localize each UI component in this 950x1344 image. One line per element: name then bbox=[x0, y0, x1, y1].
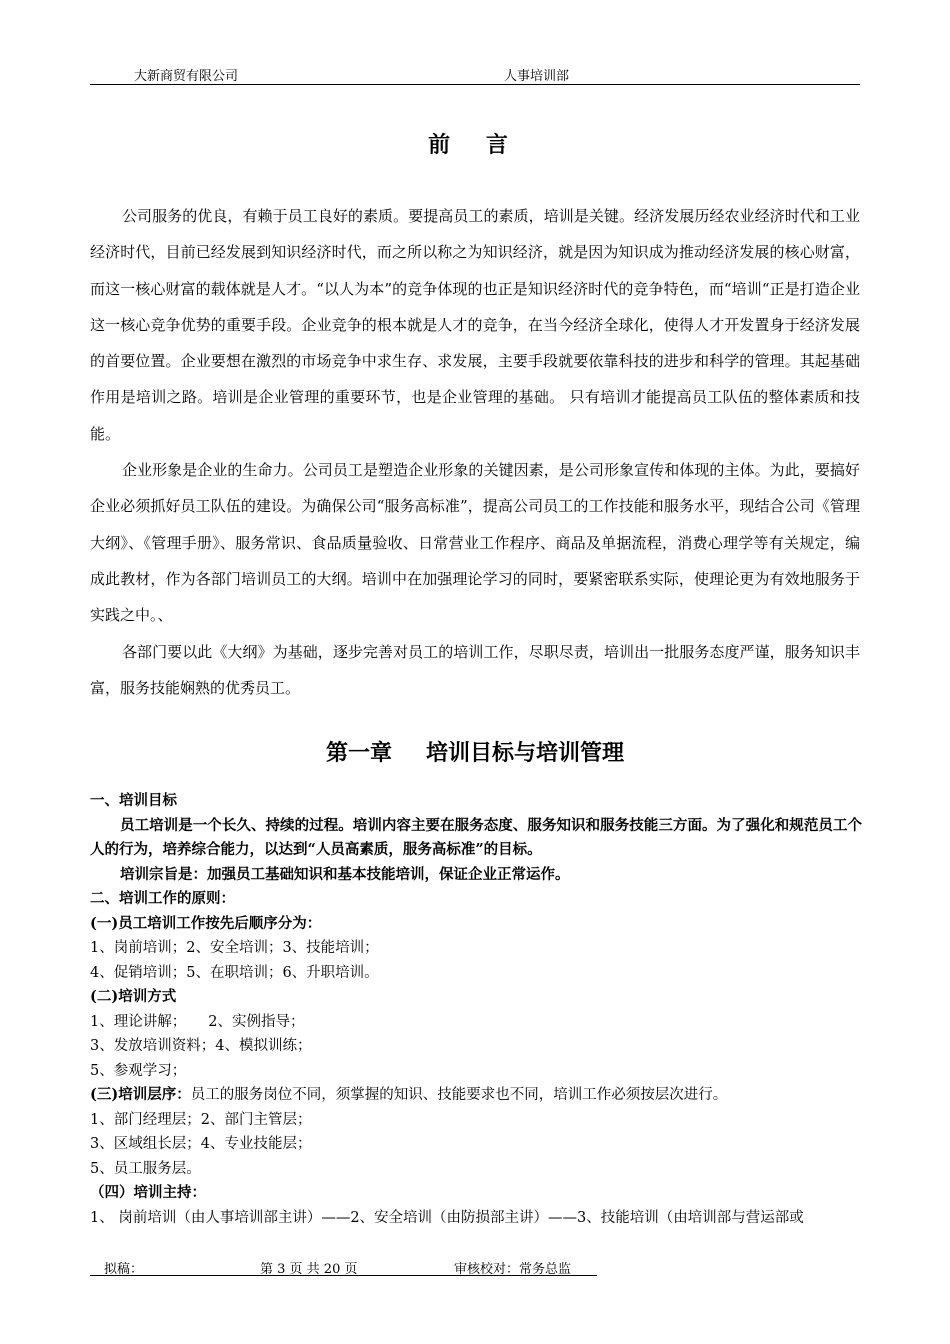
list-line: 3、发放培训资料；4、模拟训练； bbox=[90, 1038, 312, 1054]
chapter-title bbox=[0, 736, 950, 767]
page-header bbox=[90, 62, 860, 85]
subsection-3-heading: (三)培训层序： bbox=[90, 1086, 191, 1103]
section-2-heading: 二、培训工作的原则： bbox=[90, 890, 235, 907]
subsection-3-text: 员工的服务岗位不同，须掌握的知识、技能要求也不同，培训工作必须按层次进行。 bbox=[190, 1087, 728, 1103]
section-1-purpose: 培训宗旨是：加强员工基础知识和基本技能培训，保证企业正常运作。 bbox=[120, 865, 570, 883]
footer-draft: 拟稿： bbox=[104, 1262, 144, 1277]
footer-page-number: 第 3 页 共 20 页 bbox=[260, 1262, 358, 1277]
subsection-2-heading: (二)培训方式 bbox=[90, 988, 177, 1005]
list-line bbox=[90, 1010, 862, 1035]
chapter-body bbox=[90, 789, 862, 1230]
list-item: 2、实例指导； bbox=[208, 1013, 305, 1030]
section-1-heading: 一、培训目标 bbox=[90, 792, 177, 809]
subsection-3-line bbox=[90, 1083, 862, 1108]
list-line: 5、员工服务层。 bbox=[90, 1160, 201, 1177]
footer-underline bbox=[90, 1275, 597, 1276]
preface-title: 前 言 bbox=[428, 132, 522, 158]
header-department: 人事培训部 bbox=[504, 69, 570, 84]
footer-review: 审核校对：常务总监 bbox=[454, 1262, 572, 1277]
list-line: 5、参观学习； bbox=[90, 1062, 187, 1079]
list-line: 1、部门经理层；2、部门主管层； bbox=[90, 1111, 312, 1128]
list-line: 1、 岗前培训（由人事培训部主讲）——2、安全培训（由防损部主讲）——3、技能培训（由培训部与营运部或 bbox=[90, 1209, 804, 1226]
section-1-paragraph: 员工培训是一个长久、持续的过程。培训内容主要在服务态度、服务知识和服务技能三方面。为了强化和规范员工个人的行为，培养综合能力，以达到“人员高素质，服务高标准”的目标。 bbox=[90, 816, 862, 858]
header-company: 大新商贸有限公司 bbox=[134, 69, 239, 84]
subsection-4-heading: （四）培训主持： bbox=[90, 1184, 206, 1201]
page-footer bbox=[90, 1258, 610, 1276]
list-line: 3、区域组长层；4、专业技能层； bbox=[90, 1136, 312, 1152]
list-item: 1、理论讲解； bbox=[90, 1013, 187, 1030]
chapter-number: 第一章 bbox=[325, 740, 392, 766]
list-line: 1、岗前培训；2、安全培训；3、技能培训； bbox=[90, 940, 379, 956]
subsection-1-heading: (一)员工培训工作按先后顺序分为： bbox=[90, 914, 322, 932]
preface-paragraph-3: 各部门要以此《大纲》为基础，逐步完善对员工的培训工作，尽职尽责，培训出一批服务态度严谨，服务知识丰富，服务技能娴熟的优秀员工。 bbox=[90, 643, 860, 698]
preface-paragraph-2: 企业形象是企业的生命力。公司员工是塑造企业形象的关键因素，是公司形象宣传和体现的主体。为此，要搞好企业必须抓好员工队伍的建设。为确保公司“服务高标准”，提高公司员工的工作技能和服务水平，现结合公司《管理大纲》、《管理手册》、服务常识、食品质量验收、日常营业工作程序、商品及单据流程，消费心理学等有关规定，编成此教材，作为各部门培训员工的大纲。培训中在加强理论学习的同时，要紧密联系实际，使理论更为有效地服务于实践之中。、 bbox=[90, 461, 860, 625]
list-line: 4、促销培训；5、在职培训；6、升职培训。 bbox=[90, 964, 379, 981]
chapter-name: 培训目标与培训管理 bbox=[426, 740, 625, 766]
preface-paragraph-1: 公司服务的优良，有赖于员工良好的素质。要提高员工的素质，培训是关键。经济发展历经农业经济时代和工业经济时代，目前已经发展到知识经济时代，而之所以称之为知识经济，就是因为知识成为推动经济发展的核心财富，而这一核心财富的载体就是人才。“以人为本”的竞争体现的也正是知识经济时代的竞争特色，而“培训“正是打造企业这一核心竞争优势的重要手段。企业竞争的根本就是人才的竞争，在当今经济全球化，使得人才开发置身于经济发展的首要位置。企业要想在激烈的市场竞争中求生存、求发展，主要手段就要依靠科技的进步和科学的管理。其起基础作用是培训之路。培训是企业管理的重要环节，也是企业管理的基础。 只有培训才能提高员工队伍的整体素质和技能。 bbox=[90, 207, 860, 443]
